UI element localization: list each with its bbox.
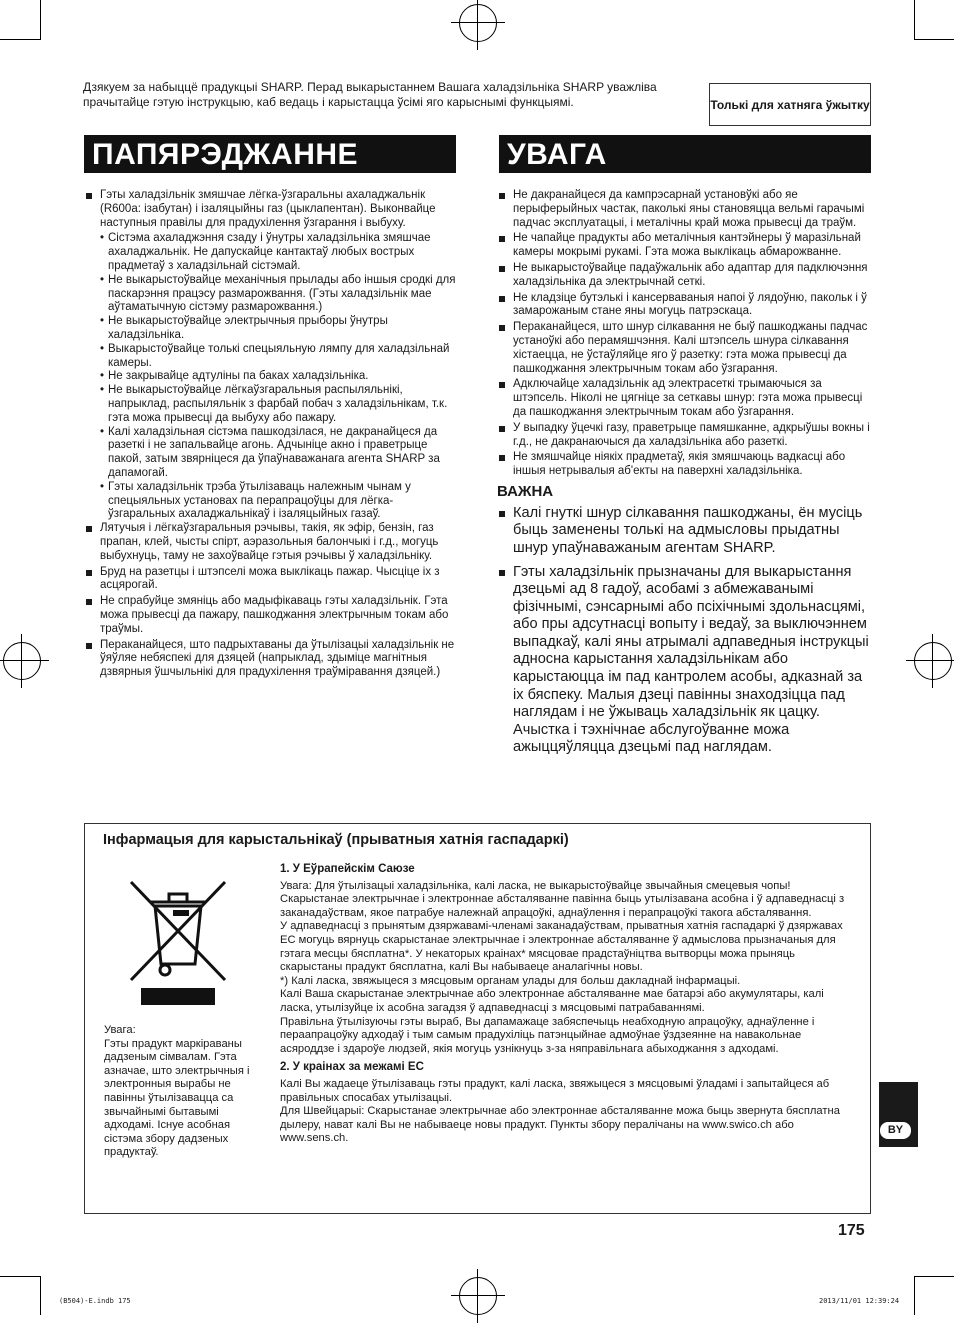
warning-section	[84, 189, 458, 682]
important-item	[497, 505, 873, 558]
warning-subitem	[84, 315, 458, 343]
intro-text: Дзякуем за набыццё прадукцыі SHARP. Перад выкарыстаннем Вашага халадзільніка SHARP уважліва прачытайце гэтую інструкцыю, каб ведаць і карыстацца ўсімі яго карыснымі функцыямі.	[83, 80, 657, 109]
caution-banner: УВАГА	[499, 135, 871, 173]
caution-item	[497, 189, 873, 230]
warning-subitem-text: • Не выкарыстоўвайце электрычныя прыборы ўнутры халадзільніка.	[108, 315, 388, 341]
warning-subitem	[84, 343, 458, 371]
caution-item-text: Не змяшчайце ніякіх прадметаў, якія змяшчаюць вадкасці або іншыя нетрывалыя аб'екты на паверхні халадзільніка.	[513, 451, 846, 478]
info-paragraph: *) Калі ласка, звяжыцеся з мясцовым органам улады для больш дакладнай інфармацыі.	[280, 974, 741, 987]
caution-list	[497, 189, 873, 479]
crossed-bin-icon	[129, 880, 227, 1006]
warning-subitem	[84, 274, 458, 315]
caution-item	[497, 422, 873, 450]
warning-item	[84, 189, 458, 230]
caution-item-text: Пераканайцеся, што шнур сілкавання не быў пашкоджаны падчас устаноўкі або перамяшчэння. Калі штэпсель шнура сілкавання хістаецца, не ўстаўляйце яго ў разетку: гэта можа прывесці да пашкоджання электрычным токам або ўзгарання.	[513, 321, 868, 375]
warning-item-text: Не спрабуйце змяніць або мадыфікаваць гэты халадзільнік. Гэта можа прывесці да пажару, пашкоджання электрычным токам або траўмы.	[100, 595, 449, 635]
info-paragraph: Для Швейцарыі: Скарыстанае электрычнае або электроннае абсталяванне можа быць звернута бясплатна дылеру, нават калі Вы не набываеце новы прадукт. Пункты збору пералічаны на www.swico.ch або www.sens.ch.	[280, 1105, 840, 1145]
non-eu-paragraphs	[280, 1078, 858, 1146]
caution-section	[497, 189, 873, 763]
important-item	[497, 564, 873, 758]
warning-subitem	[84, 384, 458, 425]
home-use-label: Толькі для хатняга ўжытку	[710, 97, 870, 112]
caution-item-text: Не выкарыстоўвайце падаўжальнік або адаптар для падключэння халадзільніка да электрычнай сеткі.	[513, 261, 868, 288]
warning-subitem	[84, 426, 458, 481]
caution-item	[497, 262, 873, 290]
warning-item	[84, 639, 458, 680]
language-code: BY	[879, 1121, 912, 1140]
footer-file-info: (B504)-E.indb 175	[59, 1297, 131, 1305]
warning-subitem-text: • Не выкарыстоўвайце лёгкаўзгаральныя распыляльнікі, напрыклад, распыляльнік з фарбай побач з халадзільнікам, т.к. гэта можа прывесці да выбуху або пажару.	[108, 384, 448, 424]
warning-item-text: Бруд на разетцы і штэпселі можа выклікаць пажар. Чысціце іх з асцярогай.	[100, 565, 440, 592]
info-paragraph: Калі Вы жадаеце ўтылізаваць гэты прадукт, калі ласка, звяжыцеся з мясцовымі ўладамі і запытайцеся аб правільных спосабах утылізацыі.	[280, 1077, 830, 1104]
home-use-badge	[709, 83, 871, 126]
important-item-text: Гэты халадзільнік прызначаны для выкарыстання дзецьмі ад 8 гадоў, асобамі з абмежаванымі фізічнымі, сэнсарнымі або псіхічнымі здольнасцямі, або пры адсутнасці вопыту і ведаў, за выключэннем выпадкаў, калі яны атрымалі адпаведныя інструкцыі адносна карыстання халадзільнікам або карыстаюцца ім пад кантролем асобы, адказнай за іх бяспеку. Малыя дзеці павінны знаходзіцца пад наглядам і не ўжываць халадзільнік як цацку. Ачыстка і тэхнічнае абслугоўванне можа ажыццяўляцца дзецьмі пад наглядам.	[513, 563, 869, 756]
info-paragraph: У адпаведнасці з прынятым дзяржавамі-членамі заканадаўствам, прыватныя хатнія гаспадаркі ў дзяржавах ЕС могуць вярнуць скарыстанае электрычнае і электроннае абсталяванне ў адмыслова прызначаныя для гэтага месцы бясплатна*. У некаторых краінах* мясцовае прадстаўніцтва вытворцы можа прыняць скарыстаны прадукт бясплатна, калі Вы набываеце аналагічны новы.	[280, 920, 843, 974]
caution-item	[497, 292, 873, 320]
warning-item	[84, 566, 458, 594]
caution-item	[497, 321, 873, 376]
caution-item	[497, 378, 873, 419]
page-number: 175	[838, 1222, 865, 1239]
info-paragraph: Правільна ўтылізуючы гэты выраб, Вы дапамажаце забяспечыць неабходную апрацоўку, аднаўленне і пераапрацоўку адходаў і тым самым прадухіліць патэнцыйнае адмоўнае ўздзеянне на навакольнае асяроддзе і здароўе людзей, якія могуць узнікнуць з-за няправільнага абыходжання з адходамі.	[280, 1015, 815, 1055]
important-list	[497, 505, 873, 757]
eu-paragraphs	[280, 880, 858, 1057]
warning-subitem-text: • Не закрывайце адтуліны па баках халадзільніка.	[108, 370, 369, 383]
caution-item-text: Не кладзіце бутэлькі і кансерваваныя напоі ў лядоўню, пакольк і ў замарожаным стане яны могуць патрэскаца.	[513, 291, 867, 318]
info-paragraph: Увага: Для ўтылізацыі халадзільніка, калі ласка, не выкарыстоўвайце звычайныя смецевыя чопы!	[280, 879, 791, 892]
caution-item-text: Не дакранайцеся да кампрэсарнай установўкі або яе перыферыйных частак, паколькі яны становяцца вельмі гарачымі падчас эксплуатацыі, і металічны край можа прывесці да траўм.	[513, 189, 865, 229]
caution-item-text: Не чапайце прадукты або металічныя кантэйнеры ў маразільнай камеры мокрымі рукамі. Гэта можа выклікаць абмарожванне.	[513, 232, 861, 259]
info-paragraph: Скарыстанае электрычнае і электроннае абсталяванне павінна быць утылізавана асобна і ў адпаведнасці з заканадаўствам, якое патрабуе належнай апрацоўкі, аднаўлення і перапрацоўкі такога абсталявання.	[280, 893, 845, 919]
warning-subitem-text: • Выкарыстоўвайце толькі спецыяльную лямпу для халадзільнай камеры.	[108, 342, 450, 369]
caution-item-text: У выпадку ўцечкі газу, праветрыце памяшканне, адкрыўшы вокны і г.д., не дакранаючыся да халадзільніка або разеткі.	[513, 421, 870, 448]
caution-item	[497, 451, 873, 479]
warning-item	[84, 522, 458, 563]
warning-item-text: Лятучыя і лёгкаўзгаральныя рэчывы, такія, як эфір, бензін, газ прапан, клей, чысты спірт, аэразольныя балончыкі і г.д., могуць выбухнуць, таму не захоўвайце гэтыя рэчывы ў халадзільніку.	[100, 522, 439, 562]
warning-subitem-text: • Не выкарыстоўвайце механічныя прылады або іншыя сродкі для паскарэння працэсу размарожвання. (Гэты халадзільнік мае аўтаматычную сістэму размарожвання.)	[108, 273, 456, 314]
warning-subitem	[84, 481, 458, 522]
warning-subitem-text: • Сістэма ахаладжэння сзаду і ўнутры халадзільніка змяшчае ахаладжальнік. Не дапускайце кантактаў любых вострых прадметаў з халадзільнай сістэмай.	[108, 232, 431, 272]
warning-subitem	[84, 370, 458, 384]
info-title: Інфармацыя для карыстальнікаў (прыватныя хатнія гаспадаркі)	[103, 832, 569, 848]
symbol-note: Увага: Гэты прадукт маркіраваны дадзеным сімвалам. Гэта азначае, што электрычныя і электронныя вырабы не павінны ўтылізавацца са звычайнымі бытавымі адходамі. Існуе асобная сістэма збору дадзеных прадуктаў.	[104, 1024, 250, 1159]
warning-subitem	[84, 232, 458, 273]
info-content	[280, 862, 858, 1146]
warning-item-text: Пераканайцеся, што падрыхтаваны да ўтылізацыі халадзільнік не ўяўляе небяспекі для дзяцей (напрыклад, здыміце магнітныя дзвярныя ўшчыльнікі для прадухілення траўміравання дзяцей.)	[100, 638, 455, 679]
warning-list	[84, 189, 458, 680]
warning-subitem-text: • Калі халадзільная сістэма пашкодзілася, не дакранайцеся да разеткі і не запальвайце агонь. Адчыніце акно і праветрыце пакой, затым звярніцеся да ўпаўнаважанага агента SHARP за дапамогай.	[108, 425, 440, 479]
caution-item-text: Адключайце халадзільнік ад электрасеткі трымаючыся за штэпсель. Ніколі не цягніце за сеткавы шнур: гэта можа прывесці да пашкоджання электрычным токам або ўзгарання.	[513, 378, 863, 418]
important-item-text: Калі гнуткі шнур сілкавання пашкоджаны, ён мусіць быць заменены толькі на адмысловы прыдатны шнур упаўнаважаным агентам SHARP.	[513, 504, 863, 556]
eu-heading: 1. У Еўрапейскім Саюзе	[280, 863, 415, 875]
warning-subitem-text: • Гэты халадзільнік трэба ўтылізаваць належным чынам у спецыяльных установах па перапрацоўцы для лёгка-ўзгаральных ахаладжальнікаў і ізаляцыйных газаў.	[108, 480, 411, 521]
footer-timestamp: 2013/11/01 12:39:24	[819, 1297, 900, 1305]
warning-item	[84, 595, 458, 636]
warning-item-text: Гэты халадзільнік змяшчае лёгка-ўзгаральны ахаладжальнік (R600a: ізабутан) і ізаляцыйны газ (цыклапентан). Выконвайце наступныя правілы для прадухілення ўзгарання і выбуху.	[100, 189, 436, 229]
info-paragraph: Калі Ваша скарыстанае электрычнае або электроннае абсталяванне мае батарэі або акумулятары, калі ласка, утылізуйце іх асобна загадзя ў адпаведнасці з мясцовымі патрабаваннямі.	[280, 988, 824, 1014]
non-eu-heading: 2. У краінах за межамі ЕС	[280, 1061, 424, 1074]
important-heading: ВАЖНА	[497, 482, 554, 500]
warning-banner: ПАПЯРЭДЖАННЕ	[84, 135, 456, 173]
caution-item	[497, 232, 873, 260]
